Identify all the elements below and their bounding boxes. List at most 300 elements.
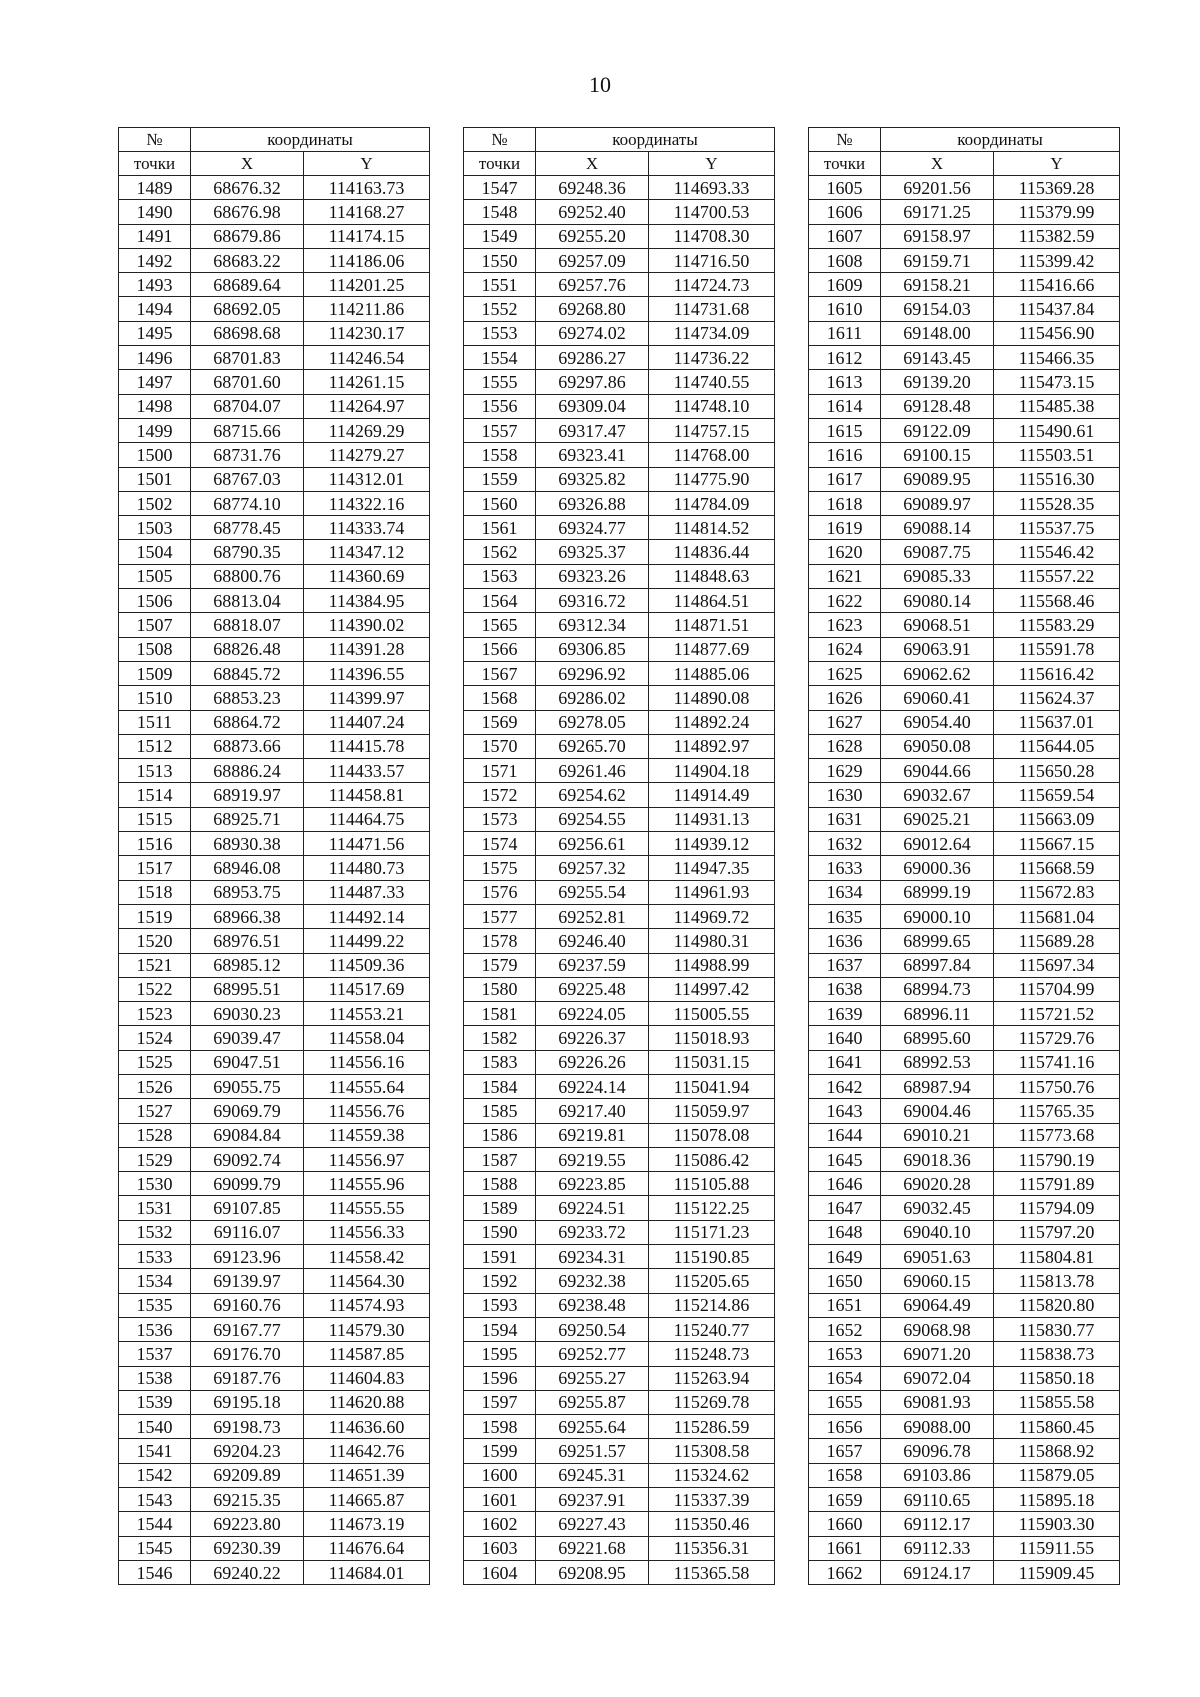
table-row <box>119 1269 430 1293</box>
table-row <box>119 176 430 200</box>
y-coordinate-cell: 114487.33 <box>304 880 430 904</box>
x-coordinate-cell: 69317.47 <box>536 418 649 442</box>
x-coordinate-cell: 69255.64 <box>536 1415 649 1439</box>
x-coordinate-cell: 68774.10 <box>191 491 304 515</box>
x-coordinate-cell: 68800.76 <box>191 564 304 588</box>
table-row <box>119 564 430 588</box>
point-number-cell: 1565 <box>464 613 536 637</box>
y-coordinate-cell: 115879.05 <box>994 1463 1120 1487</box>
y-coordinate-cell: 114556.97 <box>304 1147 430 1171</box>
point-number-cell: 1525 <box>119 1050 191 1074</box>
y-coordinate-cell: 114464.75 <box>304 807 430 831</box>
table-row <box>119 929 430 953</box>
coordinates-header: координаты <box>191 128 430 152</box>
table-row <box>809 734 1120 758</box>
table-row <box>464 637 775 661</box>
x-coordinate-cell: 69039.47 <box>191 1026 304 1050</box>
y-coordinate-cell: 114587.85 <box>304 1342 430 1366</box>
point-number-cell: 1521 <box>119 953 191 977</box>
y-coordinate-cell: 114492.14 <box>304 904 430 928</box>
y-coordinate-cell: 114665.87 <box>304 1488 430 1512</box>
y-coordinate-cell: 115416.66 <box>994 273 1120 297</box>
table-row <box>809 783 1120 807</box>
point-number-cell: 1614 <box>809 394 881 418</box>
y-coordinate-cell: 115205.65 <box>649 1269 775 1293</box>
y-coordinate-cell: 114885.06 <box>649 661 775 685</box>
table-row <box>809 1050 1120 1074</box>
table-row <box>809 1366 1120 1390</box>
y-coordinate-cell: 115616.42 <box>994 661 1120 685</box>
point-number-cell: 1602 <box>464 1512 536 1536</box>
point-number-cell: 1501 <box>119 467 191 491</box>
y-coordinate-cell: 114174.15 <box>304 224 430 248</box>
y-coordinate-cell: 114558.04 <box>304 1026 430 1050</box>
x-coordinate-cell: 69051.63 <box>881 1245 994 1269</box>
table-row <box>464 1463 775 1487</box>
point-number-cell: 1643 <box>809 1099 881 1123</box>
table-row <box>119 1074 430 1098</box>
y-coordinate-cell: 115790.19 <box>994 1147 1120 1171</box>
y-coordinate-cell: 115365.58 <box>649 1560 775 1584</box>
table-row <box>119 1050 430 1074</box>
x-coordinate-cell: 68873.66 <box>191 734 304 758</box>
table-row <box>119 783 430 807</box>
x-coordinate-cell: 69148.00 <box>881 321 994 345</box>
table-row <box>809 1512 1120 1536</box>
x-coordinate-cell: 68853.23 <box>191 686 304 710</box>
x-coordinate-cell: 69089.97 <box>881 491 994 515</box>
x-coordinate-cell: 69096.78 <box>881 1439 994 1463</box>
x-coordinate-cell: 69252.81 <box>536 904 649 928</box>
y-coordinate-cell: 115794.09 <box>994 1196 1120 1220</box>
x-coordinate-cell: 69062.62 <box>881 661 994 685</box>
y-coordinate-cell: 114734.09 <box>649 321 775 345</box>
table-row <box>809 200 1120 224</box>
y-coordinate-cell: 115591.78 <box>994 637 1120 661</box>
x-coordinate-cell: 69240.22 <box>191 1560 304 1584</box>
table-row <box>464 832 775 856</box>
table-row <box>464 540 775 564</box>
coordinate-table-1 <box>118 127 430 1585</box>
x-coordinate-cell: 69255.27 <box>536 1366 649 1390</box>
table-row <box>809 637 1120 661</box>
y-coordinate-cell: 114499.22 <box>304 929 430 953</box>
table-row <box>809 953 1120 977</box>
point-number-cell: 1538 <box>119 1366 191 1390</box>
y-coordinate-cell: 114620.88 <box>304 1390 430 1414</box>
table-row <box>119 1463 430 1487</box>
x-coordinate-cell: 68698.68 <box>191 321 304 345</box>
table-row <box>464 1317 775 1341</box>
x-coordinate-cell: 69030.23 <box>191 1002 304 1026</box>
table-row <box>464 929 775 953</box>
point-number-cell: 1640 <box>809 1026 881 1050</box>
x-coordinate-cell: 68689.64 <box>191 273 304 297</box>
y-coordinate-cell: 114555.96 <box>304 1172 430 1196</box>
x-coordinate-cell: 69081.93 <box>881 1390 994 1414</box>
y-coordinate-cell: 115624.37 <box>994 686 1120 710</box>
point-number-cell: 1609 <box>809 273 881 297</box>
coordinate-table-3 <box>808 127 1120 1585</box>
table-row <box>809 807 1120 831</box>
x-coordinate-cell: 69219.55 <box>536 1147 649 1171</box>
y-coordinate-cell: 114553.21 <box>304 1002 430 1026</box>
x-coordinate-cell: 68845.72 <box>191 661 304 685</box>
x-coordinate-cell: 69230.39 <box>191 1536 304 1560</box>
point-number-cell: 1550 <box>464 248 536 272</box>
x-coordinate-cell: 69237.91 <box>536 1488 649 1512</box>
table-row <box>464 1220 775 1244</box>
x-coordinate-cell: 69221.68 <box>536 1536 649 1560</box>
x-coordinate-cell: 68813.04 <box>191 589 304 613</box>
table-row <box>809 977 1120 1001</box>
table-row <box>809 248 1120 272</box>
point-number-cell: 1651 <box>809 1293 881 1317</box>
point-number-cell: 1515 <box>119 807 191 831</box>
x-coordinate-cell: 69252.40 <box>536 200 649 224</box>
y-coordinate-cell: 115171.23 <box>649 1220 775 1244</box>
y-coordinate-cell: 114748.10 <box>649 394 775 418</box>
y-coordinate-cell: 115672.83 <box>994 880 1120 904</box>
table-row <box>464 734 775 758</box>
y-coordinate-cell: 114279.27 <box>304 443 430 467</box>
point-number-cell: 1566 <box>464 637 536 661</box>
point-label-header: точки <box>809 152 881 176</box>
y-coordinate-cell: 114980.31 <box>649 929 775 953</box>
table-row <box>119 1342 430 1366</box>
point-number-cell: 1526 <box>119 1074 191 1098</box>
point-number-cell: 1644 <box>809 1123 881 1147</box>
point-number-cell: 1650 <box>809 1269 881 1293</box>
table-row <box>119 856 430 880</box>
y-coordinate-cell: 114877.69 <box>649 637 775 661</box>
point-number-cell: 1584 <box>464 1074 536 1098</box>
y-coordinate-cell: 115850.18 <box>994 1366 1120 1390</box>
x-coordinate-cell: 69225.48 <box>536 977 649 1001</box>
y-coordinate-cell: 115704.99 <box>994 977 1120 1001</box>
table-row <box>464 516 775 540</box>
point-number-cell: 1636 <box>809 929 881 953</box>
x-coordinate-cell: 68683.22 <box>191 248 304 272</box>
y-coordinate-cell: 115286.59 <box>649 1415 775 1439</box>
table-row <box>119 1099 430 1123</box>
y-coordinate-cell: 115909.45 <box>994 1560 1120 1584</box>
y-coordinate-cell: 114604.83 <box>304 1366 430 1390</box>
point-number-cell: 1534 <box>119 1269 191 1293</box>
point-number-cell: 1627 <box>809 710 881 734</box>
y-coordinate-cell: 115005.55 <box>649 1002 775 1026</box>
y-coordinate-cell: 114757.15 <box>649 418 775 442</box>
table-row <box>464 1269 775 1293</box>
table-row <box>809 1560 1120 1584</box>
table-row <box>464 1415 775 1439</box>
page-number: 10 <box>589 72 611 97</box>
y-coordinate-cell: 114731.68 <box>649 297 775 321</box>
table-row <box>464 783 775 807</box>
point-number-cell: 1583 <box>464 1050 536 1074</box>
x-coordinate-cell: 69018.36 <box>881 1147 994 1171</box>
x-coordinate-cell: 68676.98 <box>191 200 304 224</box>
table-row <box>119 1390 430 1414</box>
table-row <box>809 904 1120 928</box>
point-number-cell: 1573 <box>464 807 536 831</box>
x-coordinate-cell: 69122.09 <box>881 418 994 442</box>
x-coordinate-cell: 69238.48 <box>536 1293 649 1317</box>
x-coordinate-cell: 69092.74 <box>191 1147 304 1171</box>
x-coordinate-cell: 69226.26 <box>536 1050 649 1074</box>
x-coordinate-cell: 69254.55 <box>536 807 649 831</box>
x-coordinate-cell: 69268.80 <box>536 297 649 321</box>
point-number-cell: 1589 <box>464 1196 536 1220</box>
table-row <box>464 710 775 734</box>
y-coordinate-cell: 115668.59 <box>994 856 1120 880</box>
table-row <box>464 394 775 418</box>
x-coordinate-cell: 69110.65 <box>881 1488 994 1512</box>
x-coordinate-cell: 68930.38 <box>191 832 304 856</box>
y-coordinate-cell: 115650.28 <box>994 759 1120 783</box>
y-coordinate-cell: 114458.81 <box>304 783 430 807</box>
table-row <box>119 273 430 297</box>
y-coordinate-cell: 114736.22 <box>649 346 775 370</box>
table-row <box>464 1172 775 1196</box>
table-row <box>464 1147 775 1171</box>
y-coordinate-cell: 114997.42 <box>649 977 775 1001</box>
table-row <box>464 953 775 977</box>
table-row <box>464 248 775 272</box>
y-coordinate-cell: 114564.30 <box>304 1269 430 1293</box>
point-number-cell: 1597 <box>464 1390 536 1414</box>
x-coordinate-cell: 69250.54 <box>536 1317 649 1341</box>
table-row <box>809 832 1120 856</box>
point-number-cell: 1657 <box>809 1439 881 1463</box>
point-number-cell: 1634 <box>809 880 881 904</box>
x-coordinate-cell: 69064.49 <box>881 1293 994 1317</box>
point-number-header: № <box>464 128 536 152</box>
table-row <box>464 321 775 345</box>
x-coordinate-cell: 69278.05 <box>536 710 649 734</box>
y-coordinate-cell: 114947.35 <box>649 856 775 880</box>
table-row <box>464 613 775 637</box>
x-coordinate-cell: 69245.31 <box>536 1463 649 1487</box>
y-coordinate-cell: 115105.88 <box>649 1172 775 1196</box>
y-coordinate-cell: 114708.30 <box>649 224 775 248</box>
y-coordinate-cell: 114693.33 <box>649 176 775 200</box>
x-coordinate-cell: 69255.87 <box>536 1390 649 1414</box>
x-coordinate-cell: 69000.36 <box>881 856 994 880</box>
coordinate-tables <box>118 127 1120 1590</box>
table-row <box>119 832 430 856</box>
x-coordinate-cell: 69326.88 <box>536 491 649 515</box>
y-coordinate-cell: 115240.77 <box>649 1317 775 1341</box>
y-coordinate-cell: 114556.16 <box>304 1050 430 1074</box>
y-coordinate-cell: 114740.55 <box>649 370 775 394</box>
point-number-cell: 1496 <box>119 346 191 370</box>
y-coordinate-cell: 115868.92 <box>994 1439 1120 1463</box>
x-coordinate-cell: 68966.38 <box>191 904 304 928</box>
table-row <box>119 1172 430 1196</box>
y-coordinate-cell: 114814.52 <box>649 516 775 540</box>
point-number-cell: 1638 <box>809 977 881 1001</box>
table-row <box>119 710 430 734</box>
x-coordinate-cell: 69309.04 <box>536 394 649 418</box>
table-row <box>464 977 775 1001</box>
point-number-cell: 1545 <box>119 1536 191 1560</box>
y-coordinate-cell: 114724.73 <box>649 273 775 297</box>
x-coordinate-cell: 68976.51 <box>191 929 304 953</box>
x-coordinate-cell: 69219.81 <box>536 1123 649 1147</box>
table-row <box>464 1123 775 1147</box>
y-coordinate-cell: 115263.94 <box>649 1366 775 1390</box>
point-number-cell: 1653 <box>809 1342 881 1366</box>
table-row <box>119 1123 430 1147</box>
point-number-cell: 1575 <box>464 856 536 880</box>
x-coordinate-cell: 69099.79 <box>191 1172 304 1196</box>
table-row <box>809 1245 1120 1269</box>
x-coordinate-cell: 69233.72 <box>536 1220 649 1244</box>
y-coordinate-cell: 114892.24 <box>649 710 775 734</box>
point-number-cell: 1569 <box>464 710 536 734</box>
table-row <box>119 734 430 758</box>
point-number-cell: 1585 <box>464 1099 536 1123</box>
table-row <box>464 418 775 442</box>
point-number-cell: 1537 <box>119 1342 191 1366</box>
table-row <box>119 443 430 467</box>
y-coordinate-cell: 114517.69 <box>304 977 430 1001</box>
point-number-cell: 1500 <box>119 443 191 467</box>
x-coordinate-cell: 68995.51 <box>191 977 304 1001</box>
y-coordinate-cell: 114312.01 <box>304 467 430 491</box>
x-coordinate-cell: 69139.97 <box>191 1269 304 1293</box>
y-coordinate-cell: 114559.38 <box>304 1123 430 1147</box>
point-number-cell: 1604 <box>464 1560 536 1584</box>
table-row <box>119 248 430 272</box>
x-coordinate-cell: 69139.20 <box>881 370 994 394</box>
point-number-cell: 1591 <box>464 1245 536 1269</box>
x-coordinate-cell: 69252.77 <box>536 1342 649 1366</box>
x-coordinate-cell: 69297.86 <box>536 370 649 394</box>
y-coordinate-cell: 115838.73 <box>994 1342 1120 1366</box>
table-row <box>809 1415 1120 1439</box>
table-row <box>119 1560 430 1584</box>
table-row <box>809 1002 1120 1026</box>
x-coordinate-cell: 69223.85 <box>536 1172 649 1196</box>
y-coordinate-cell: 115721.52 <box>994 1002 1120 1026</box>
table-row <box>809 516 1120 540</box>
y-coordinate-cell: 114914.49 <box>649 783 775 807</box>
y-coordinate-cell: 115350.46 <box>649 1512 775 1536</box>
y-coordinate-cell: 115903.30 <box>994 1512 1120 1536</box>
y-coordinate-cell: 114384.95 <box>304 589 430 613</box>
point-number-cell: 1562 <box>464 540 536 564</box>
table-row <box>809 1536 1120 1560</box>
x-coordinate-cell: 69123.96 <box>191 1245 304 1269</box>
table-row <box>809 1074 1120 1098</box>
point-number-cell: 1592 <box>464 1269 536 1293</box>
y-coordinate-cell: 115337.39 <box>649 1488 775 1512</box>
x-coordinate-cell: 68995.60 <box>881 1026 994 1050</box>
x-coordinate-cell: 69000.10 <box>881 904 994 928</box>
point-number-cell: 1527 <box>119 1099 191 1123</box>
point-number-cell: 1620 <box>809 540 881 564</box>
point-number-cell: 1658 <box>809 1463 881 1487</box>
table-row <box>119 491 430 515</box>
table-row <box>809 540 1120 564</box>
table-row <box>119 807 430 831</box>
point-number-cell: 1516 <box>119 832 191 856</box>
table-row <box>809 1026 1120 1050</box>
point-number-cell: 1571 <box>464 759 536 783</box>
point-number-cell: 1556 <box>464 394 536 418</box>
point-number-cell: 1610 <box>809 297 881 321</box>
y-coordinate-cell: 114931.13 <box>649 807 775 831</box>
table-row <box>464 1536 775 1560</box>
y-coordinate-cell: 115018.93 <box>649 1026 775 1050</box>
table-row <box>464 1439 775 1463</box>
x-coordinate-cell: 69100.15 <box>881 443 994 467</box>
table-row <box>464 759 775 783</box>
table-row <box>464 686 775 710</box>
point-number-cell: 1647 <box>809 1196 881 1220</box>
table-row <box>119 540 430 564</box>
point-number-cell: 1593 <box>464 1293 536 1317</box>
point-number-cell: 1607 <box>809 224 881 248</box>
point-number-cell: 1580 <box>464 977 536 1001</box>
point-number-cell: 1543 <box>119 1488 191 1512</box>
point-number-cell: 1568 <box>464 686 536 710</box>
y-coordinate-cell: 114716.50 <box>649 248 775 272</box>
y-coordinate-cell: 114848.63 <box>649 564 775 588</box>
table-row <box>809 1269 1120 1293</box>
point-number-cell: 1528 <box>119 1123 191 1147</box>
point-number-cell: 1533 <box>119 1245 191 1269</box>
table-row <box>464 491 775 515</box>
point-number-cell: 1652 <box>809 1317 881 1341</box>
point-number-cell: 1546 <box>119 1560 191 1584</box>
y-coordinate-cell: 115485.38 <box>994 394 1120 418</box>
table-row <box>809 1342 1120 1366</box>
y-coordinate-cell: 115437.84 <box>994 297 1120 321</box>
x-coordinate-cell: 69088.00 <box>881 1415 994 1439</box>
x-coordinate-cell: 69208.95 <box>536 1560 649 1584</box>
y-coordinate-cell: 114558.42 <box>304 1245 430 1269</box>
x-coordinate-cell: 69124.17 <box>881 1560 994 1584</box>
table-row <box>119 661 430 685</box>
x-coordinate-cell: 69004.46 <box>881 1099 994 1123</box>
table-row <box>464 1196 775 1220</box>
point-number-cell: 1513 <box>119 759 191 783</box>
table-row <box>464 467 775 491</box>
x-coordinate-cell: 68701.83 <box>191 346 304 370</box>
x-coordinate-cell: 68692.05 <box>191 297 304 321</box>
x-coordinate-cell: 69071.20 <box>881 1342 994 1366</box>
x-coordinate-cell: 69069.79 <box>191 1099 304 1123</box>
point-number-cell: 1617 <box>809 467 881 491</box>
point-number-cell: 1649 <box>809 1245 881 1269</box>
table-row <box>464 1390 775 1414</box>
table-row <box>809 491 1120 515</box>
x-coordinate-cell: 69201.56 <box>881 176 994 200</box>
point-number-cell: 1645 <box>809 1147 881 1171</box>
point-number-cell: 1646 <box>809 1172 881 1196</box>
y-coordinate-cell: 115644.05 <box>994 734 1120 758</box>
y-coordinate-cell: 115855.58 <box>994 1390 1120 1414</box>
y-coordinate-cell: 115729.76 <box>994 1026 1120 1050</box>
point-number-cell: 1544 <box>119 1512 191 1536</box>
x-coordinate-cell: 68790.35 <box>191 540 304 564</box>
y-coordinate-cell: 114988.99 <box>649 953 775 977</box>
y-coordinate-cell: 114347.12 <box>304 540 430 564</box>
x-coordinate-cell: 68767.03 <box>191 467 304 491</box>
